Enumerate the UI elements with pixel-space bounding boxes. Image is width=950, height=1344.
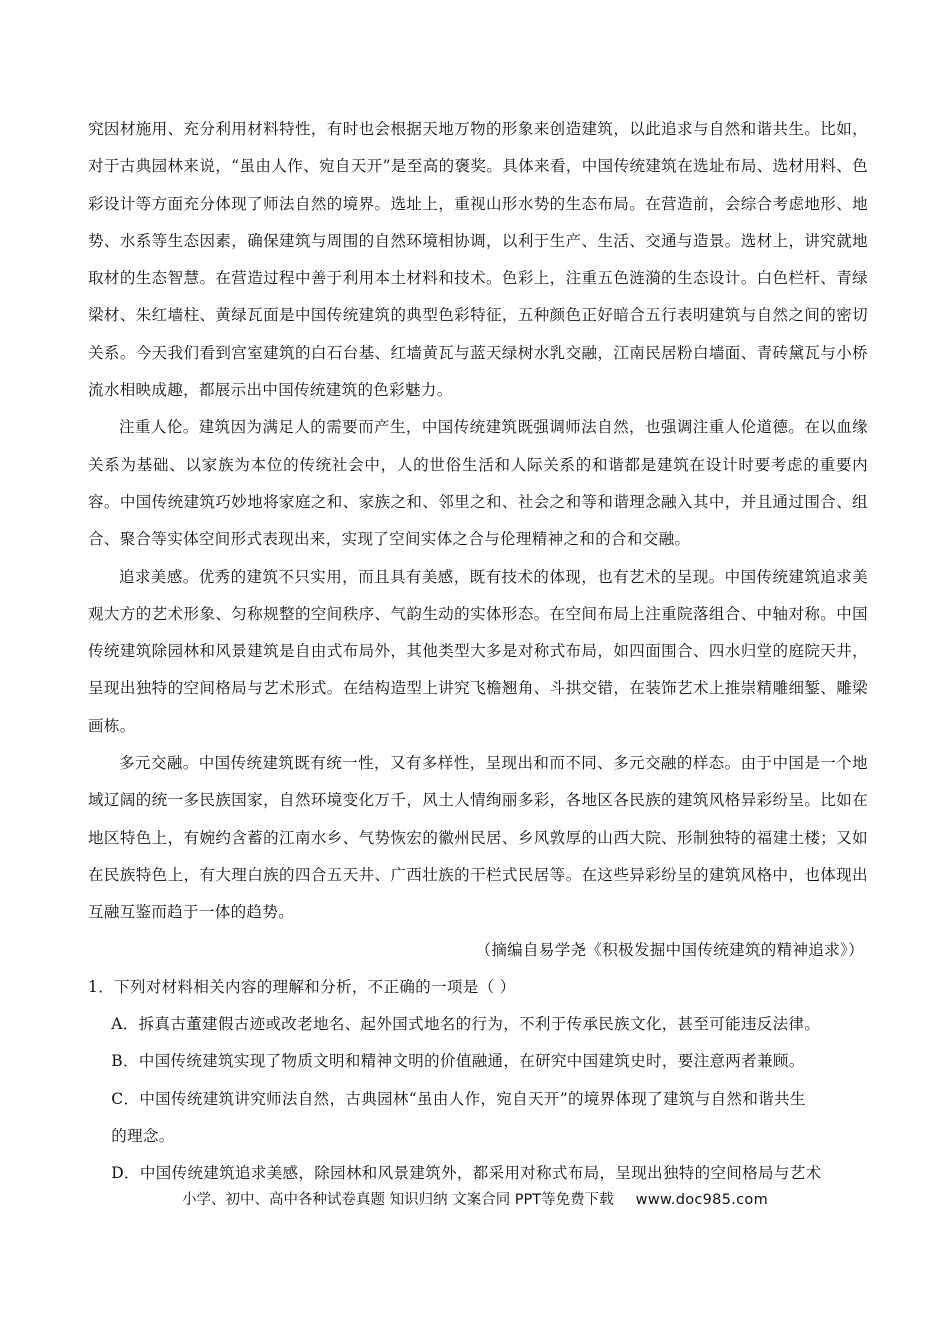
paragraph-diversity: 多元交融。中国传统建筑既有统一性，又有多样性，呈现出和而不同、多元交融的样态。由于中国是一个地域辽阔的统一多民族国家，自然环境变化万千，风土人情绚丽多彩，各地区各民族的建筑风格异彩纷呈。比如在地区特色上，有婉约含蓄的江南水乡、气势恢宏的徽州民居、乡风敦厚的山西大院、形制独特的福建土楼；又如在民族特色上，有大理白族的四合五天井、广西壮族的干栏式民居等。在这些异彩纷呈的建筑风格中，也体现出互融互鉴而趋于一体的趋势。	[88, 754, 868, 922]
page-footer	[0, 1188, 950, 1209]
option-label: C．	[111, 1089, 140, 1108]
question-number: 1．	[88, 977, 115, 996]
option-d	[88, 1155, 868, 1192]
footer-url[interactable]: www.doc985.com	[635, 1192, 769, 1208]
option-c	[88, 1081, 868, 1118]
option-c-continuation: 的理念。	[111, 1127, 175, 1146]
paragraph-ethics: 注重人伦。建筑因为满足人的需要而产生，中国传统建筑既强调师法自然，也强调注重人伦道德。在以血缘关系为基础、以家族为本位的传统社会中，人的世俗生活和人际关系的和谐都是建筑在设计时要考虑的重要内容。中国传统建筑巧妙地将家庭之和、家族之和、邻里之和、社会之和等和谐理念融入其中，并且通过围合、组合、聚合等实体空间形式表现出来，实现了空间实体之合与伦理精神之和的合和交融。	[88, 418, 868, 549]
option-a	[88, 1006, 868, 1043]
option-text: 中国传统建筑追求美感，除园林和风景建筑外，都采用对称式布局，呈现出独特的空间格局与艺术	[139, 1164, 822, 1183]
option-text: 拆真古董建假古迹或改老地名、起外国式地名的行为，不利于传承民族文化，甚至可能违反法律。	[138, 1015, 821, 1034]
document-body	[88, 111, 868, 1193]
option-label: B．	[111, 1052, 139, 1071]
question-stem	[88, 969, 868, 1006]
question-text: 下列对材料相关内容的理解和分析，不正确的一项是（ ）	[114, 977, 516, 996]
option-label: D．	[111, 1164, 140, 1183]
option-text: 中国传统建筑讲究师法自然，古典园林“虽由人作，宛自天开”的境界体现了建筑与自然和谐共生	[139, 1089, 806, 1108]
source-citation: （摘编自易学尧《积极发掘中国传统建筑的精神追求》）	[475, 940, 864, 959]
option-text: 中国传统建筑实现了物质文明和精神文明的价值融通，在研究中国建筑史时，要注意两者兼顾。	[138, 1052, 805, 1071]
footer-text: 小学、初中、高中各种试卷真题 知识归纳 文案合同 PPT等免费下载	[181, 1192, 614, 1208]
option-label: A．	[111, 1015, 139, 1034]
option-b	[88, 1043, 868, 1080]
paragraph-beauty: 追求美感。优秀的建筑不只实用，而且具有美感，既有技术的体现，也有艺术的呈现。中国传统建筑追求美观大方的艺术形象、匀称规整的空间秩序、气韵生动的实体形态。在空间布局上注重院落组合、中轴对称。中国传统建筑除园林和风景建筑是自由式布局外，其他类型大多是对称式布局，如四面围合、四水归堂的庭院天井，呈现出独特的空间格局与艺术形式。在结构造型上讲究飞檐翘角、斗拱交错，在装饰艺术上推崇精雕细錾、雕梁画栋。	[88, 567, 868, 735]
paragraph-nature: 究因材施用、充分利用材料特性，有时也会根据天地万物的形象来创造建筑，以此追求与自然和谐共生。比如，对于古典园林来说，“虽由人作、宛自天开”是至高的褒奖。具体来看，中国传统建筑在选址布局、选材用料、色彩设计等方面充分体现了师法自然的境界。选址上，重视山形水势的生态布局。在营造前，会综合考虑地形、地势、水系等生态因素，确保建筑与周围的自然环境相协调，以利于生产、生活、交通与造景。选材上，讲究就地取材的生态智慧。在营造过程中善于利用本土材料和技术。色彩上，注重五色涟漪的生态设计。白色栏杆、青绿梁材、朱红墙柱、黄绿瓦面是中国传统建筑的典型色彩特征，五种颜色正好暗合五行表明建筑与自然之间的密切关系。今天我们看到宫室建筑的白石台基、红墙黄瓦与蓝天绿树水乳交融，江南民居粉白墙面、青砖黛瓦与小桥流水相映成趣，都展示出中国传统建筑的色彩魅力。	[88, 120, 868, 400]
